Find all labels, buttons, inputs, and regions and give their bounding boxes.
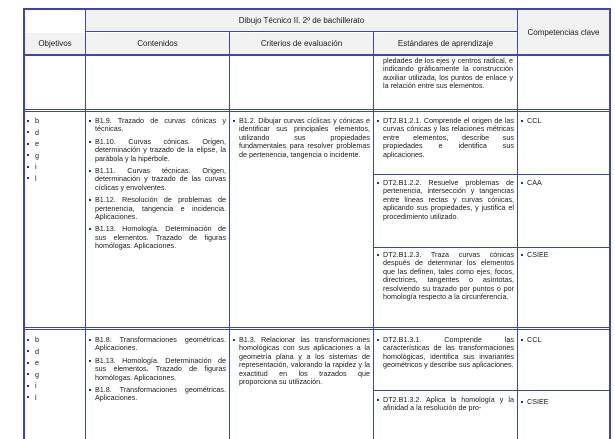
contenido-item bbox=[89, 117, 226, 134]
bullet-icon bbox=[521, 254, 523, 256]
bullet-icon bbox=[27, 362, 29, 364]
competencia-cell bbox=[521, 251, 606, 263]
competencia-cell bbox=[521, 179, 606, 191]
objetivo-item bbox=[27, 334, 82, 346]
objetivo-label: d bbox=[35, 127, 39, 137]
contenido-text: B1.12. Resolución de problemas de pertenencia, tangencia e incidencia. Aplicaciones. bbox=[95, 195, 226, 222]
contenido-text: B1.9. Trazado de curvas cónicas y técnicas. bbox=[95, 116, 226, 134]
objetivo-label: d bbox=[35, 346, 39, 356]
objetivo-label: i bbox=[35, 381, 37, 390]
objetivo-label: b bbox=[35, 335, 39, 344]
row-divider bbox=[23, 54, 611, 56]
contenido-item bbox=[89, 357, 226, 382]
objetivo-label: g bbox=[35, 150, 39, 160]
estandar-text: DT2.B1.2.2. Resuelve problemas de pertenencia, intersección y tangencias entre líneas rectas y curvas cónicas, aplicando sus propiedades, y justifica el procedimiento utilizado. bbox=[383, 178, 514, 221]
bullet-icon bbox=[27, 385, 29, 387]
estandar-item bbox=[377, 336, 514, 370]
estandar-cell bbox=[377, 336, 514, 374]
bullet-icon bbox=[27, 350, 29, 352]
bullet-icon bbox=[521, 120, 523, 122]
column-divider bbox=[517, 8, 518, 439]
contenido-text: B1.8. Transformaciones geométricas. Aplicaciones. bbox=[95, 385, 226, 403]
criterio-cell bbox=[233, 336, 370, 390]
header-contenidos bbox=[86, 33, 229, 54]
header-criterios bbox=[230, 33, 373, 54]
contenido-text: B1.10. Curvas cónicas. Origen, determinación y trazado de la elipse, la parábola y la hipérbole. bbox=[95, 136, 226, 163]
bullet-icon bbox=[377, 120, 379, 122]
header-criterios-text: Criterios de evaluación bbox=[260, 39, 343, 48]
header-competencias bbox=[518, 10, 609, 54]
objetivo-item bbox=[27, 115, 82, 127]
bullet-icon bbox=[89, 228, 91, 230]
header-objetivos-text: Objetivos bbox=[38, 39, 72, 48]
competencia-item bbox=[521, 251, 606, 259]
bullet-icon bbox=[89, 339, 91, 341]
bullet-icon bbox=[89, 360, 91, 362]
objetivo-item bbox=[27, 150, 82, 162]
objetivo-label: e bbox=[35, 358, 39, 367]
competencia-cell bbox=[521, 398, 606, 410]
estandar-item bbox=[377, 117, 514, 159]
row-divider bbox=[373, 247, 611, 248]
objetivo-label: l bbox=[35, 392, 37, 402]
estandar-continuation bbox=[383, 57, 513, 91]
bullet-icon bbox=[521, 339, 523, 341]
contenido-text: B1.13. Homología. Determinación de sus elementos. Trazado de figuras homólogas. Aplicaciones. bbox=[95, 224, 226, 251]
contenido-item bbox=[89, 138, 226, 163]
contenido-item bbox=[89, 225, 226, 250]
objetivo-label: l bbox=[35, 173, 37, 183]
column-divider bbox=[373, 32, 374, 439]
bullet-icon bbox=[89, 170, 91, 172]
criterio-text: B1.3. Relacionar las transformaciones homológicas con sus aplicaciones a la geometría plana y a los sistemas de representación, valorando la rapidez y la exactitud en los trazados que proporciona su utilización. bbox=[239, 335, 370, 387]
objetivo-item bbox=[27, 392, 82, 404]
estandar-text: DT2.B1.3.2. Aplica la homología y la afinidad a la resolución de pro- bbox=[383, 395, 514, 413]
bullet-icon bbox=[27, 166, 29, 168]
objetivo-item bbox=[27, 161, 82, 173]
bullet-icon bbox=[89, 120, 91, 122]
objetivo-label: g bbox=[35, 369, 39, 379]
criterio-text: B1.2. Dibujar curvas cíclicas y cónicas e identificar sus principales elementos, utilizando sus propiedades fundamentales para resolver problemas de pertenencia, tangencia o incidente. bbox=[239, 116, 370, 159]
row-divider bbox=[23, 327, 611, 328]
bullet-icon bbox=[377, 339, 379, 341]
bullet-icon bbox=[377, 254, 379, 256]
objetivo-label: i bbox=[35, 162, 37, 171]
contenidos-list bbox=[89, 336, 226, 407]
objetivo-label: b bbox=[35, 116, 39, 125]
objetivos-list bbox=[27, 115, 82, 184]
objetivo-item bbox=[27, 127, 82, 139]
objetivo-item bbox=[27, 346, 82, 358]
objetivo-item bbox=[27, 380, 82, 392]
competencia-text: CSIEE bbox=[527, 397, 549, 406]
column-divider bbox=[229, 32, 230, 439]
estandar-text: DT2.B1.3.1. Comprende las características de las transformaciones homológicas, identifica sus invariantes geométricos y describe sus aplicaciones. bbox=[383, 335, 514, 370]
competencia-text: CSIEE bbox=[527, 250, 549, 259]
estandar-cell bbox=[377, 251, 514, 305]
contenidos-list bbox=[89, 117, 226, 255]
estandar-item bbox=[377, 396, 514, 413]
contenido-text: B1.13. Homología. Determinación de sus elementos. Trazado de figuras homólogas. Aplicaciones. bbox=[95, 355, 226, 382]
bullet-icon bbox=[377, 399, 379, 401]
contenido-text: B1.8. Transformaciones geométricas. Aplicaciones. bbox=[95, 335, 226, 353]
table-border-right bbox=[609, 8, 611, 439]
contenido-item bbox=[89, 386, 226, 403]
column-divider bbox=[85, 8, 86, 439]
bullet-icon bbox=[27, 143, 29, 145]
competencia-text: CCL bbox=[527, 116, 542, 125]
row-divider bbox=[373, 390, 611, 391]
objetivos-list bbox=[27, 334, 82, 403]
estandar-text: DT2.B1.2.1. Comprende el origen de las curvas cónicas y las relaciones métricas entre elementos, describe sus propiedades e identifica sus aplicaciones. bbox=[383, 116, 514, 159]
contenido-text: B1.11. Curvas técnicas. Origen, determinación y trazado de las curvas cíclicas y envolventes. bbox=[95, 166, 226, 192]
competencia-item bbox=[521, 117, 606, 125]
bullet-icon bbox=[521, 182, 523, 184]
header-estandares bbox=[374, 33, 517, 54]
competencia-cell bbox=[521, 117, 606, 129]
objetivo-item bbox=[27, 173, 82, 185]
objetivo-label: e bbox=[35, 139, 39, 148]
competencia-item bbox=[521, 179, 606, 187]
header-estandares-text: Estándares de aprendizaje bbox=[397, 39, 494, 48]
competencia-item bbox=[521, 398, 606, 406]
row-divider bbox=[373, 174, 611, 175]
bullet-icon bbox=[27, 120, 29, 122]
bullet-icon bbox=[27, 131, 29, 133]
bullet-icon bbox=[27, 373, 29, 375]
competencia-text: CCL bbox=[527, 335, 542, 344]
estandar-item bbox=[377, 179, 514, 221]
objetivo-item bbox=[27, 369, 82, 381]
competencia-item bbox=[521, 336, 606, 344]
objetivo-item bbox=[27, 138, 82, 150]
header-contenidos-text: Contenidos bbox=[137, 39, 178, 48]
criterio-cell bbox=[233, 117, 370, 163]
competencia-text: CAA bbox=[527, 178, 542, 187]
competencia-cell bbox=[521, 336, 606, 348]
bullet-icon bbox=[521, 401, 523, 403]
bullet-icon bbox=[27, 396, 29, 398]
estandar-cell bbox=[377, 396, 514, 417]
bullet-icon bbox=[27, 177, 29, 179]
criterio-item bbox=[233, 336, 370, 386]
bullet-icon bbox=[89, 141, 91, 143]
estandar-continuation-text: pledades de los ejes y centros radical, e indicando gráficamente la construcción auxiliar utilizada, los puntos de enlace y la relación entre sus elementos. bbox=[383, 56, 513, 91]
estandar-text: DT2.B1.2.3. Traza curvas cónicas después de determinar los elementos que las definen, tales como ejes, focos, directrices, tangentes o asíntotas, resolviendo su trazado por puntos o por homología respecto a la circunferencia. bbox=[383, 250, 514, 302]
bullet-icon bbox=[89, 199, 91, 201]
row-divider bbox=[23, 329, 611, 330]
estandar-cell bbox=[377, 117, 514, 163]
bullet-icon bbox=[233, 339, 235, 341]
contenido-item bbox=[89, 196, 226, 221]
bullet-icon bbox=[233, 120, 235, 122]
bullet-icon bbox=[89, 389, 91, 391]
bullet-icon bbox=[27, 339, 29, 341]
estandar-item bbox=[377, 251, 514, 301]
table-title-text: Dibujo Técnico II. 2º de bachillerato bbox=[238, 16, 365, 25]
criterio-item bbox=[233, 117, 370, 159]
table-border-left bbox=[23, 8, 25, 439]
estandar-cell bbox=[377, 179, 514, 225]
row-divider bbox=[85, 31, 517, 32]
bullet-icon bbox=[27, 154, 29, 156]
bullet-icon bbox=[377, 182, 379, 184]
contenido-item bbox=[89, 336, 226, 353]
header-competencias-text: Competencias clave bbox=[527, 27, 600, 37]
objetivo-item bbox=[27, 357, 82, 369]
contenido-item bbox=[89, 167, 226, 192]
table-title bbox=[86, 10, 517, 31]
header-objetivos bbox=[25, 33, 85, 54]
row-divider bbox=[23, 111, 611, 112]
